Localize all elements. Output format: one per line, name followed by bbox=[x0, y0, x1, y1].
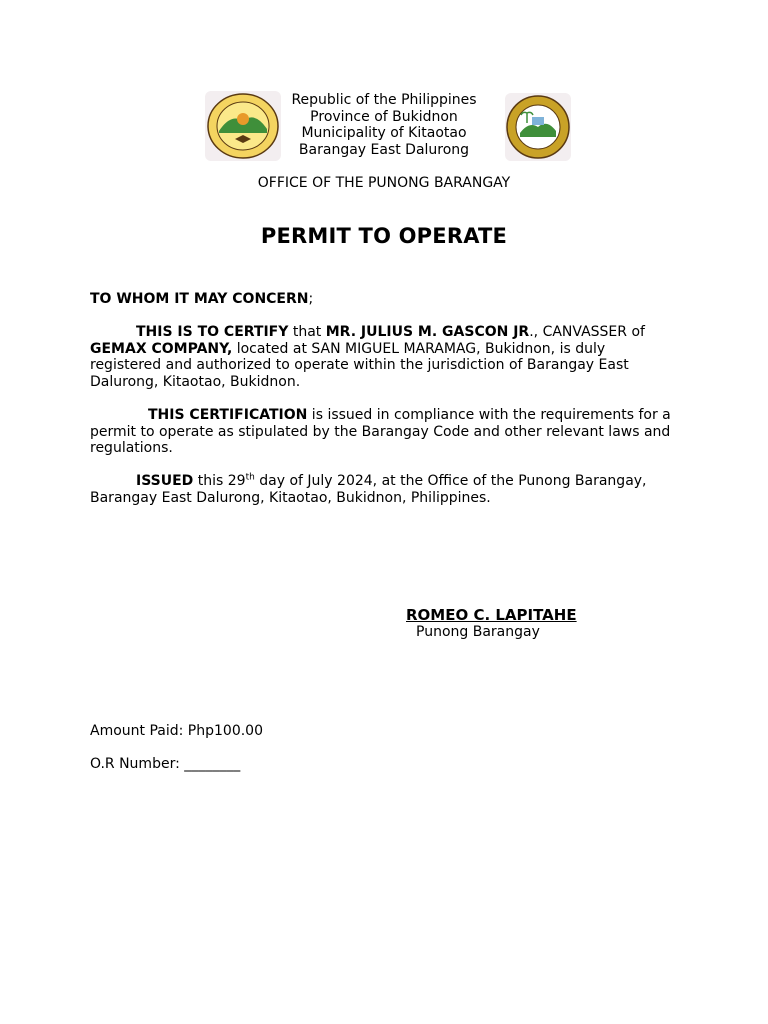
header-municipality: Municipality of Kitaotao bbox=[301, 125, 467, 142]
salutation-text: TO WHOM IT MAY CONCERN bbox=[90, 291, 309, 307]
salutation bbox=[90, 291, 680, 308]
header-republic: Republic of the Philippines bbox=[291, 92, 477, 108]
header-province: Province of Bukidnon bbox=[310, 108, 458, 125]
ordinal-suffix: th bbox=[245, 472, 255, 483]
signatory-position: Punong Barangay bbox=[416, 624, 540, 640]
grantee-name: MR. JULIUS M. GASCON JR bbox=[325, 324, 530, 340]
issued-lead: ISSUED bbox=[136, 473, 194, 489]
or-number: O.R Number: ________ bbox=[90, 756, 241, 772]
issued-date-day: this 29 bbox=[193, 473, 246, 489]
para1-text-3: located at SAN MIGUEL MARAMAG, Bukidnon, is duly registered and authorized to operate within the jurisdiction of Barangay East Dalurong, Kitaotao, Bukidnon. bbox=[90, 340, 629, 390]
issued-place: day of July 2024, at the Office of the Punong Barangay, Barangay East Dalurong, Kitaotao, Bukidnon, Philippines. bbox=[90, 473, 647, 506]
signatory-name: ROMEO C. LAPITAHE bbox=[406, 606, 577, 624]
issued-paragraph bbox=[90, 473, 680, 506]
municipality-seal-logo bbox=[505, 93, 571, 161]
compliance-paragraph bbox=[90, 407, 680, 457]
para1-text-1: that bbox=[288, 324, 326, 340]
company-name: GEMAX COMPANY, bbox=[90, 340, 233, 357]
header-barangay: Barangay East Dalurong bbox=[298, 141, 470, 158]
office-heading: OFFICE OF THE PUNONG BARANGAY bbox=[257, 175, 511, 191]
para2-text: is issued in compliance with the requirements for a permit to operate as stipulated by the Barangay Code and other relevant laws and regulations. bbox=[90, 407, 671, 457]
header-address-block bbox=[270, 92, 498, 158]
salutation-end: ; bbox=[308, 291, 314, 307]
amount-paid: Amount Paid: Php100.00 bbox=[90, 723, 263, 739]
document-title: PERMIT TO OPERATE bbox=[260, 224, 508, 248]
certify-lead: THIS IS TO CERTIFY bbox=[136, 324, 289, 340]
certification-lead: THIS CERTIFICATION bbox=[148, 407, 308, 423]
certification-paragraph bbox=[90, 324, 680, 390]
para1-text-2: ., CANVASSER of bbox=[529, 324, 645, 340]
